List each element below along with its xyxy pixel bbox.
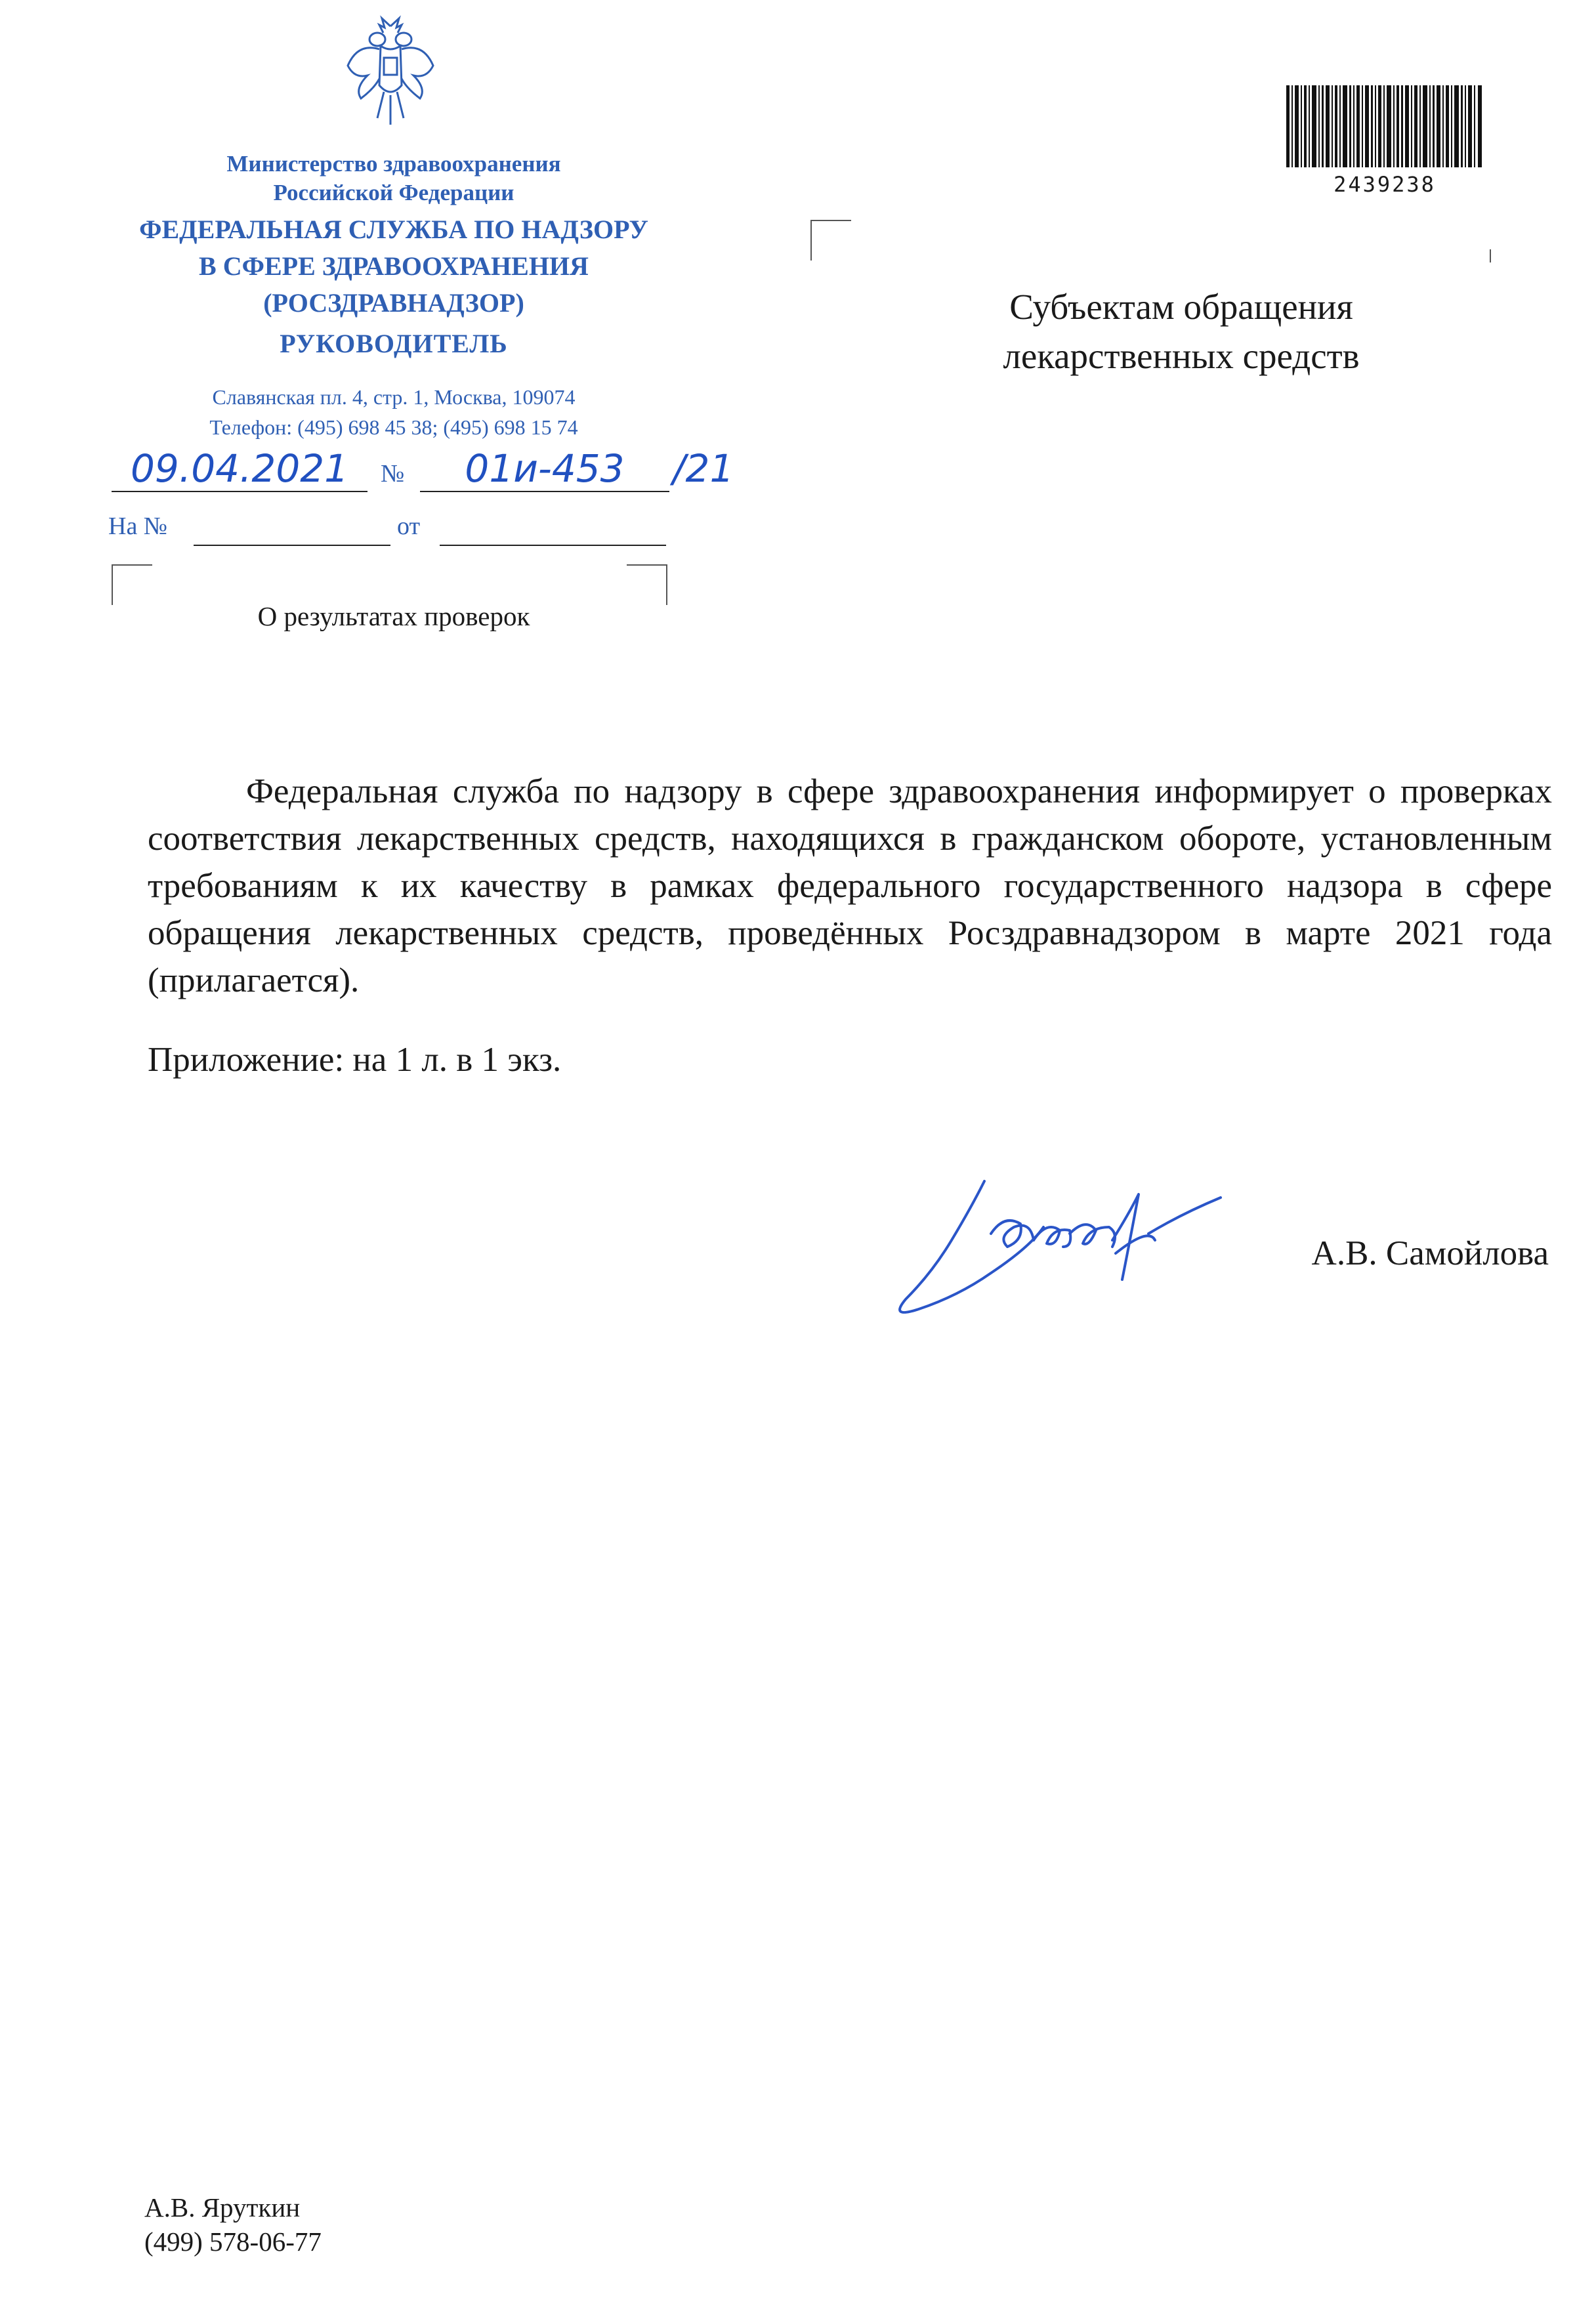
reply-date-underline bbox=[440, 545, 666, 546]
ministry-name bbox=[98, 150, 689, 207]
handwritten-signature bbox=[892, 1155, 1260, 1339]
reply-from-label: от bbox=[397, 512, 421, 540]
recipient-line2: лекарственных средств bbox=[1003, 336, 1360, 376]
address-block bbox=[98, 382, 689, 442]
double-headed-eagle-icon bbox=[341, 13, 440, 131]
service-name bbox=[98, 211, 689, 322]
ministry-line1: Министерство здравоохранения bbox=[226, 151, 561, 177]
service-line3: (РОСЗДРАВНАДЗОР) bbox=[263, 288, 524, 318]
recipient bbox=[892, 282, 1470, 381]
subject-corner-left bbox=[112, 564, 152, 605]
head-title: РУКОВОДИТЕЛЬ bbox=[280, 329, 508, 358]
phone: Телефон: (495) 698 45 38; (495) 698 15 74 bbox=[209, 415, 578, 439]
executor-phone: (499) 578-06-77 bbox=[144, 2226, 322, 2257]
reply-number-underline bbox=[194, 545, 390, 546]
body-paragraph: Федеральная служба по надзору в сфере здравоохранения информирует о проверках соответствия лекарственных средств, находящихся в гражданском обороте, установленным требованиям к их качеству в рамках федерального государственного надзора в сфере обращения лекарственных средств, проведённых Росздравнадзором в марте 2021 года (прилагается). bbox=[148, 772, 1552, 999]
barcode-number: 2439238 bbox=[1334, 172, 1436, 197]
service-line1: ФЕДЕРАЛЬНАЯ СЛУЖБА ПО НАДЗОРУ bbox=[139, 215, 648, 244]
signer-name: А.В. Самойлова bbox=[1311, 1234, 1549, 1272]
subject: О результатах проверок bbox=[257, 601, 530, 631]
subject-corner-right bbox=[627, 564, 667, 605]
recipient-corner-left bbox=[810, 220, 851, 261]
executor-name: А.В. Яруткин bbox=[144, 2192, 301, 2223]
address: Славянская пл. 4, стр. 1, Москва, 109074 bbox=[212, 385, 576, 409]
registration-date: 09.04.2021 bbox=[130, 446, 349, 491]
registration-number: 01и-453 bbox=[465, 446, 625, 491]
barcode bbox=[1286, 85, 1483, 184]
number-sign: № bbox=[381, 460, 405, 488]
attachment-note: Приложение: на 1 л. в 1 экз. bbox=[148, 1041, 562, 1079]
registration-number-suffix: /21 bbox=[673, 446, 734, 491]
ministry-line2: Российской Федерации bbox=[273, 180, 514, 205]
service-line2: В СФЕРЕ ЗДРАВООХРАНЕНИЯ bbox=[199, 251, 589, 281]
reply-number-label: На № bbox=[108, 512, 168, 540]
recipient-line1: Субъектам обращения bbox=[1009, 287, 1353, 327]
recipient-corner-right bbox=[1490, 249, 1491, 262]
